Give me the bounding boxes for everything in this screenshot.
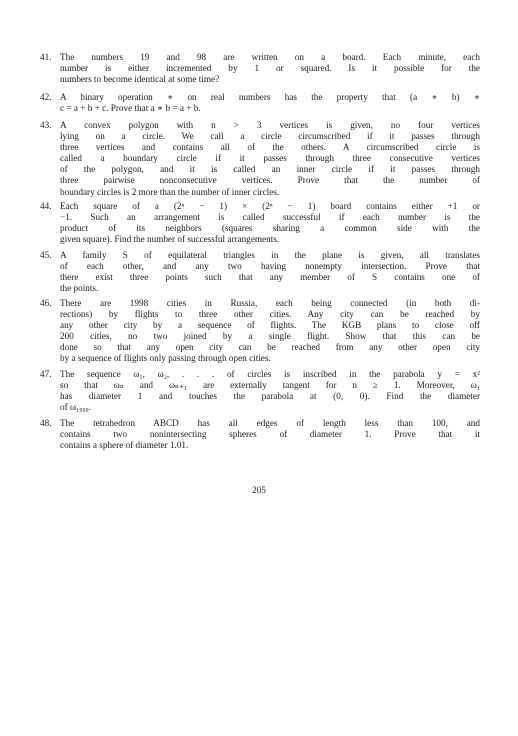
problem-41 [40, 52, 480, 85]
text-line: boundary circles is 2 more than the number of inner circles. [60, 186, 280, 197]
problem-45 [40, 250, 480, 294]
page-number: 205 [252, 485, 266, 495]
text-line: of the polygon, and it is called an inner circle if it passes through [60, 164, 480, 175]
problem-number: 42. [40, 92, 52, 102]
problem-number: 45. [40, 250, 52, 260]
text-line: three pairwise nonconsecutive vertices. Prove that the number of [60, 175, 480, 186]
text-line: contains a sphere of diameter 1.01. [60, 440, 189, 451]
text-line: The sequence ω₁, ω₂, . . . of circles is inscribed in the parabola y = x² [60, 369, 480, 379]
problem-text [60, 52, 480, 85]
text-line: The tetrahedron ABCD has all edges of length less than 100, and [60, 418, 480, 428]
problem-text [60, 201, 480, 245]
text-line: 200 cities, no two joined by a single flight. Show that this can be [60, 331, 480, 342]
text-line: c = a + b + c. Prove that a ∗ b = a + b. [60, 103, 201, 114]
text-line: A binary operation ∗ on real numbers has the property that (a ∗ b) ∗ [60, 92, 480, 102]
text-line: −1. Such an arrangement is called successful if each number is the [60, 212, 480, 223]
problem-number: 44. [40, 201, 52, 211]
problem-text [60, 418, 480, 451]
problem-number: 46. [40, 298, 52, 308]
text-line: of ω₁₉₉₈. [60, 402, 92, 413]
text-line: contains two nonintersecting spheres of diameter 1. Prove that it [60, 429, 480, 440]
problem-43 [40, 120, 480, 198]
text-line: called a boundary circle if it passes through three consecutive vertices [60, 153, 480, 164]
problem-text [60, 298, 480, 365]
problem-text [60, 250, 480, 294]
text-line: given square). Find the number of successful arrangements. [60, 234, 280, 245]
text-line: by a sequence of flights only passing through open cities. [60, 353, 271, 364]
text-line: any other city by a sequence of flights. The KGB plans to close off [60, 320, 480, 331]
text-line: There are 1998 cities in Russia, each being connected (in both di- [60, 298, 480, 308]
problem-47 [40, 369, 480, 413]
problem-text [60, 120, 480, 198]
text-line: A family S of equilateral triangles in the plane is given, all translates [60, 250, 480, 260]
text-line: done so that any open city can be reached from any other open city [60, 342, 480, 353]
text-line: Each square of a (2ⁿ − 1) × (2ⁿ − 1) board contains either +1 or [60, 201, 480, 211]
problem-number: 41. [40, 52, 52, 62]
problem-text [60, 369, 480, 413]
text-line: the points. [60, 283, 99, 294]
problem-text [60, 92, 480, 114]
text-line: lying on a circle. We call a circle circumscribed if it passes through [60, 131, 480, 142]
problem-number: 47. [40, 369, 52, 379]
text-line: so that ωₙ and ωₙ₊₁ are externally tangent for n ≥ 1. Moreover, ω₁ [60, 380, 480, 391]
text-line: number is either incremented by 1 or squared. Is it possible for the [60, 63, 480, 74]
problem-46 [40, 298, 480, 365]
problem-number: 43. [40, 120, 52, 130]
problem-44 [40, 201, 480, 245]
problem-48 [40, 418, 480, 451]
text-line: product of its neighbors (squares sharing a common side with the [60, 223, 480, 234]
text-line: has diameter 1 and touches the parabola at (0, 0). Find the diameter [60, 391, 480, 402]
text-line: there exist three points such that any member of S contains one of [60, 272, 480, 283]
text-line: of each other, and any two having nonempty intersection. Prove that [60, 261, 480, 272]
text-line: three vertices and contains all of the others. A circumscribed circle is [60, 142, 480, 153]
problem-number: 48. [40, 418, 52, 428]
problem-42 [40, 92, 480, 114]
text-line: The numbers 19 and 98 are written on a board. Each minute, each [60, 52, 480, 62]
text-line: A convex polygon with n > 3 vertices is given, no four vertices [60, 120, 480, 130]
text-line: rections) by flights to three other cities. Any city can be reached by [60, 309, 480, 320]
text-line: numbers to become identical at some time? [60, 74, 220, 85]
